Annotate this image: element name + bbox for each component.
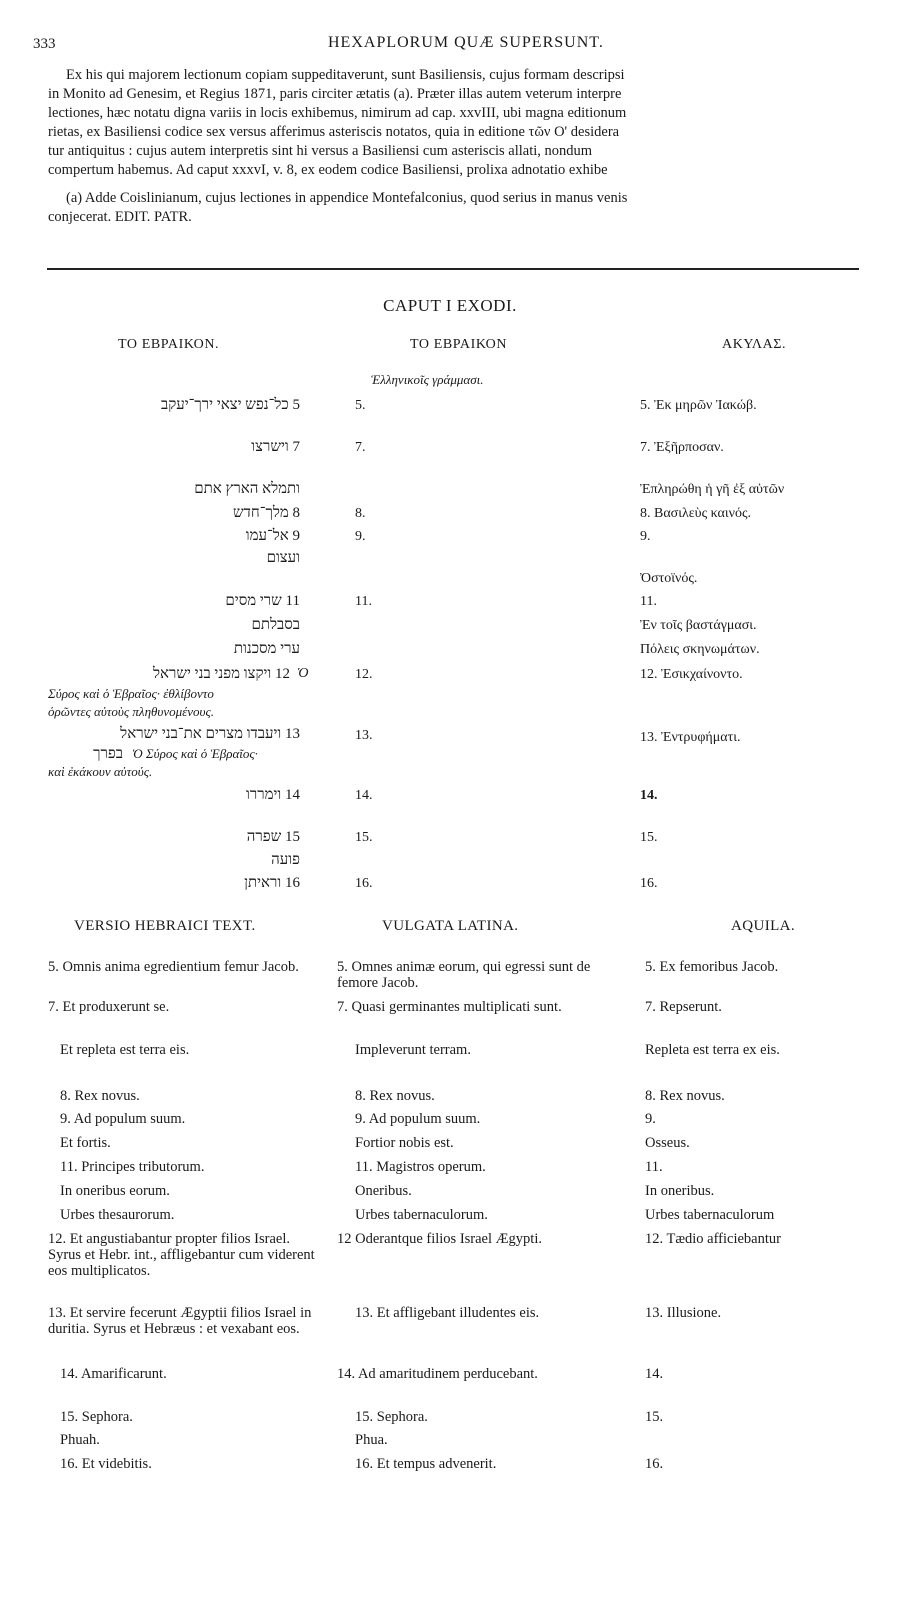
vulgata-line: 7. Quasi germinantes multiplicati sunt. — [337, 999, 562, 1015]
greek-note: Ὁ Σύρος καὶ ὁ Ἑβραῖος· — [132, 746, 258, 761]
aquila-latin-line: 9. — [645, 1111, 656, 1127]
intro-line: rietas, ex Basiliensi codice sex versus afferimus asteriscis notatos, quia in editione τῶν Ο' desidera — [48, 124, 620, 140]
versio-line: 8. Rex novus. — [60, 1088, 140, 1104]
column-header-aquila: ΑΚΥΛΑΣ. — [722, 337, 787, 352]
verse-number: 11. — [355, 594, 372, 609]
aquila-latin-line: 7. Repserunt. — [645, 999, 722, 1015]
hebrew-line: 11 שרי מסים — [225, 593, 300, 609]
column-header-aquila-latin: AQUILA. — [731, 918, 796, 934]
aquila-latin-line: 14. — [645, 1366, 664, 1382]
vulgata-line: 15. Sephora. — [355, 1409, 428, 1425]
vulgata-line: 11. Magistros operum. — [355, 1159, 486, 1175]
vulgata-line: 14. Ad amaritudinem perducebant. — [337, 1366, 538, 1382]
vulgata-line: 12 Oderantque filios Israel Ægypti. — [337, 1231, 542, 1247]
versio-line: In oneribus eorum. — [60, 1183, 170, 1199]
hebrew-line: 12 ויקצו מפני בני ישראל — [152, 666, 290, 682]
versio-line: Urbes thesaurorum. — [60, 1207, 175, 1223]
hebrew-line: 8 מלך־חדש — [233, 505, 300, 521]
aquila-greek: 15. — [640, 830, 658, 845]
hebrew-line: בסבלתם — [251, 617, 300, 633]
versio-line: 5. Omnis anima egredientium femur Jacob. — [48, 959, 299, 975]
hebrew-line: 15 שפרה — [246, 829, 300, 845]
aquila-latin-line: 8. Rex novus. — [645, 1088, 725, 1104]
hebrew-line: 5 כל־נפש יצאי ירך־יעקב — [160, 397, 300, 413]
verse-number: 5. — [355, 398, 366, 413]
hebrew-line: 13 ויעבדו מצרים את־בני ישראל — [120, 726, 300, 742]
greek-note: Σύρος καὶ ὁ Ἑβραῖος· ἐθλίβοντο — [48, 686, 214, 701]
greek-note: ὁρῶντες αὐτοὺς πληθυνομένους. — [48, 704, 215, 719]
column-subheader: Ἑλληνικοῖς γράμμασι. — [371, 372, 484, 387]
versio-line: 9. Ad populum suum. — [60, 1111, 186, 1127]
aquila-latin-line: 11. — [645, 1159, 663, 1175]
aquila-greek: 13. Ἐντρυφήματι. — [640, 730, 741, 745]
aquila-latin-line: Osseus. — [645, 1135, 690, 1151]
versio-line: 16. Et videbitis. — [60, 1456, 152, 1472]
vulgata-line: Phua. — [355, 1432, 388, 1448]
aquila-greek: 9. — [640, 529, 651, 544]
versio-line: 14. Amarificarunt. — [60, 1366, 167, 1382]
vulgata-line: 8. Rex novus. — [355, 1088, 435, 1104]
verse-number: 16. — [355, 876, 373, 891]
versio-line: 7. Et produxerunt se. — [48, 999, 170, 1015]
hebrew-line: ועצום — [266, 550, 300, 566]
column-header-versio: VERSIO HEBRAICI TEXT. — [74, 918, 256, 934]
running-head: HEXAPLORUM QUÆ SUPERSUNT. — [328, 34, 604, 51]
aquila-latin-line: Urbes tabernaculorum — [645, 1207, 775, 1223]
hebrew-line: 7 וישרצו — [251, 439, 300, 455]
intro-line: tur antiquitus : cujus autem interpretis sint hi versus a Basiliensi cum asteriscis allati, nondum — [48, 143, 593, 159]
verse-number: 12. — [355, 667, 373, 682]
versio-line: Phuah. — [60, 1432, 100, 1448]
column-header-hebrew-greek: ΤΟ ΕΒΡΑΙΚΟΝ — [410, 337, 508, 352]
verse-number: 9. — [355, 529, 366, 544]
aquila-greek: 16. — [640, 876, 658, 891]
footnote-line: (a) Adde Coislinianum, cujus lectiones in appendice Montefalconius, quod serius in manus venis — [66, 190, 628, 206]
column-header-hebrew: ΤΟ ΕΒΡΑΙΚΟΝ. — [118, 337, 220, 352]
caput-title: CAPUT I EXODI. — [383, 296, 517, 315]
intro-line: Ex his qui majorem lectionum copiam suppeditaverunt, sunt Basiliensis, cujus formam descripsi — [66, 67, 625, 83]
aquila-latin-line: Repleta est terra ex eis. — [645, 1042, 780, 1058]
hebrew-line: 14 וימררו — [246, 787, 300, 803]
aquila-greek: 11. — [640, 594, 657, 609]
greek-note: Ὁ — [297, 666, 309, 681]
versio-line: Et fortis. — [60, 1135, 111, 1151]
vulgata-line: Urbes tabernaculorum. — [355, 1207, 488, 1223]
aquila-latin-line: 12. Tædio afficiebantur — [645, 1231, 781, 1247]
vulgata-line: 5. Omnes animæ eorum, qui egressi sunt de femore Jacob. — [337, 959, 591, 991]
aquila-latin-line: 13. Illusione. — [645, 1305, 722, 1321]
intro-line: compertum habemus. Ad caput xxxvI, v. 8, ex eodem codice Basiliensi, prolixa adnotatio exhibe — [48, 162, 608, 178]
aquila-latin-line: In oneribus. — [645, 1183, 715, 1199]
versio-line: 15. Sephora. — [60, 1409, 133, 1425]
vulgata-line: Fortior nobis est. — [355, 1135, 454, 1151]
versio-line: 12. Et angustiabantur propter filios Israel. Syrus et Hebr. int., affligebantur cum viderent eos multiplicatos. — [48, 1231, 315, 1279]
footnote-line: conjecerat. EDIT. PATR. — [48, 209, 192, 225]
vulgata-line: 16. Et tempus advenerit. — [355, 1456, 497, 1472]
vulgata-line: 13. Et affligebant illudentes eis. — [355, 1305, 540, 1321]
aquila-latin-line: 15. — [645, 1409, 664, 1425]
verse-number: 14. — [355, 788, 373, 803]
vulgata-line: Impleverunt terram. — [355, 1042, 471, 1058]
aquila-latin-line: 5. Ex femoribus Jacob. — [645, 959, 779, 975]
aquila-greek: 8. Βασιλεὺς καινός. — [640, 506, 752, 521]
aquila-greek: 14. — [640, 788, 658, 803]
verse-number: 15. — [355, 830, 373, 845]
verse-number: 7. — [355, 440, 366, 455]
aquila-latin-line: 16. — [645, 1456, 664, 1472]
column-header-vulgata: VULGATA LATINA. — [382, 918, 519, 934]
versio-line: Et repleta est terra eis. — [60, 1042, 190, 1058]
verse-number: 13. — [355, 728, 373, 743]
hebrew-line: 16 וראיתן — [244, 875, 300, 891]
hebrew-line: 9 אל־עמו — [245, 528, 300, 544]
hebrew-line: פועה — [271, 852, 300, 868]
page-number: 333 — [33, 36, 56, 52]
aquila-greek: 7. Ἐξῆρποσαν. — [640, 440, 724, 455]
aquila-greek: Ὀστοϊνός. — [640, 571, 698, 586]
greek-note: καὶ ἐκάκουν αὐτούς. — [48, 764, 153, 779]
vulgata-line: Oneribus. — [355, 1183, 412, 1199]
hebrew-line: ותמלא הארץ אתם — [194, 481, 300, 497]
intro-line: lectiones, hæc notatu digna variis in locis exhibemus, nimirum ad cap. xxvIII, ubi magna editionum — [48, 105, 627, 121]
verse-number: 8. — [355, 506, 366, 521]
aquila-greek: Πόλεις σκηνωμάτων. — [640, 642, 760, 657]
section-rule — [47, 268, 859, 270]
hebrew-line: ערי מסכנות — [233, 641, 300, 657]
hebrew-line: בפרך — [93, 746, 123, 762]
vulgata-line: 9. Ad populum suum. — [355, 1111, 481, 1127]
versio-line: 11. Principes tributorum. — [60, 1159, 205, 1175]
aquila-greek: 5. Ἐκ μηρῶν Ἰακώβ. — [640, 398, 757, 413]
intro-line: in Monito ad Genesim, et Regius 1871, paris circiter ætatis (a). Præter illas autem veterum interpre — [48, 86, 622, 102]
versio-line: 13. Et servire fecerunt Ægyptii filios Israel in duritia. Syrus et Hebræus : et vexabant eos. — [48, 1305, 312, 1337]
aquila-greek: Ἐπληρώθη ἡ γῆ ἐξ αὐτῶν — [640, 482, 785, 497]
aquila-greek: Ἐν τοῖς βαστάγμασι. — [640, 618, 757, 633]
aquila-greek: 12. Ἐσικχαίνοντο. — [640, 667, 743, 682]
